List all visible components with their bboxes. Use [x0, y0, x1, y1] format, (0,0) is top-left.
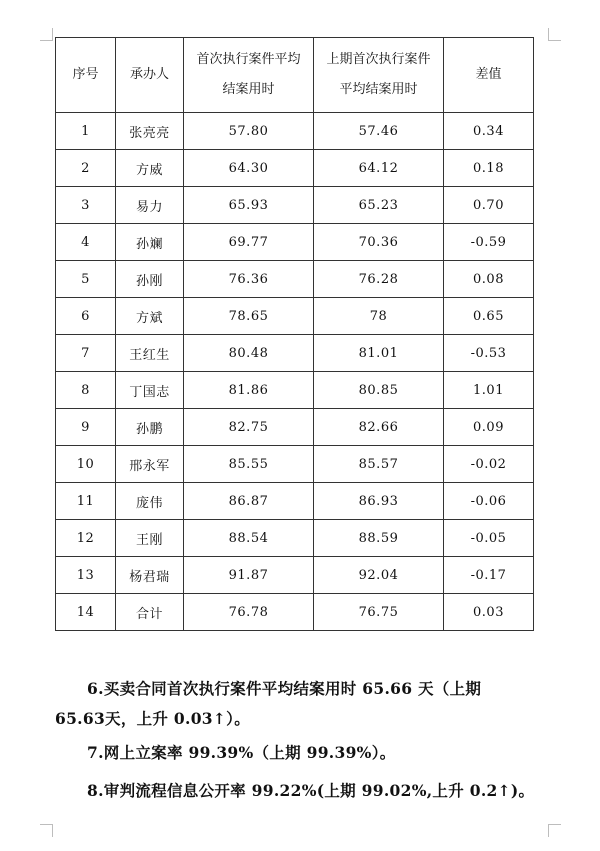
cell-index: 1 — [56, 113, 116, 150]
cell-handler: 合计 — [116, 594, 184, 631]
cell-current: 76.36 — [184, 261, 314, 298]
cell-diff: -0.53 — [444, 335, 534, 372]
cell-handler: 方斌 — [116, 298, 184, 335]
cell-handler: 张亮亮 — [116, 113, 184, 150]
cell-diff: -0.02 — [444, 446, 534, 483]
table-row — [56, 113, 534, 150]
cell-current: 76.78 — [184, 594, 314, 631]
cell-index: 11 — [56, 483, 116, 520]
cell-diff: 0.09 — [444, 409, 534, 446]
cell-handler: 孙斓 — [116, 224, 184, 261]
table-row — [56, 372, 534, 409]
table-row — [56, 150, 534, 187]
cell-diff: -0.05 — [444, 520, 534, 557]
cell-index: 8 — [56, 372, 116, 409]
cell-diff: 0.18 — [444, 150, 534, 187]
cell-diff: 0.65 — [444, 298, 534, 335]
cell-diff: 0.08 — [444, 261, 534, 298]
cell-handler: 丁国志 — [116, 372, 184, 409]
cell-diff: -0.17 — [444, 557, 534, 594]
table-row — [56, 224, 534, 261]
header-previous-avg-days: 上期首次执行案件 平均结案用时 — [314, 38, 444, 113]
table-row — [56, 335, 534, 372]
paragraph-item-8: 8.审判流程信息公开率 99.22%(上期 99.02%,上升 0.2↑)。 — [87, 781, 535, 800]
cell-diff: 0.34 — [444, 113, 534, 150]
cell-index: 10 — [56, 446, 116, 483]
cell-index: 3 — [56, 187, 116, 224]
cell-current: 69.77 — [184, 224, 314, 261]
cell-current: 80.48 — [184, 335, 314, 372]
cell-diff: 0.03 — [444, 594, 534, 631]
cell-current: 78.65 — [184, 298, 314, 335]
cell-current: 65.93 — [184, 187, 314, 224]
header-handler: 承办人 — [116, 38, 184, 113]
cell-handler: 庞伟 — [116, 483, 184, 520]
cell-handler: 方威 — [116, 150, 184, 187]
cell-previous: 88.59 — [314, 520, 444, 557]
cell-previous: 92.04 — [314, 557, 444, 594]
cell-index: 9 — [56, 409, 116, 446]
cell-current: 88.54 — [184, 520, 314, 557]
cell-handler: 易力 — [116, 187, 184, 224]
cell-current: 57.80 — [184, 113, 314, 150]
table-row — [56, 261, 534, 298]
corner-mark-top-right — [548, 28, 561, 41]
cell-previous: 76.75 — [314, 594, 444, 631]
cell-previous: 82.66 — [314, 409, 444, 446]
table-row — [56, 520, 534, 557]
cell-current: 81.86 — [184, 372, 314, 409]
cell-handler: 孙刚 — [116, 261, 184, 298]
cell-current: 82.75 — [184, 409, 314, 446]
execution-time-table — [55, 37, 534, 631]
cell-handler: 王红生 — [116, 335, 184, 372]
table-row — [56, 446, 534, 483]
cell-current: 91.87 — [184, 557, 314, 594]
table-row — [56, 298, 534, 335]
cell-index: 14 — [56, 594, 116, 631]
cell-current: 64.30 — [184, 150, 314, 187]
cell-index: 5 — [56, 261, 116, 298]
cell-diff: -0.59 — [444, 224, 534, 261]
cell-index: 2 — [56, 150, 116, 187]
table-row — [56, 187, 534, 224]
cell-diff: 0.70 — [444, 187, 534, 224]
cell-current: 85.55 — [184, 446, 314, 483]
cell-previous: 78 — [314, 298, 444, 335]
corner-mark-bottom-right — [548, 824, 561, 837]
cell-handler: 杨君瑞 — [116, 557, 184, 594]
cell-index: 12 — [56, 520, 116, 557]
cell-previous: 64.12 — [314, 150, 444, 187]
cell-previous: 65.23 — [314, 187, 444, 224]
cell-previous: 57.46 — [314, 113, 444, 150]
table-row-total — [56, 594, 534, 631]
cell-previous: 80.85 — [314, 372, 444, 409]
cell-handler: 孙鹏 — [116, 409, 184, 446]
corner-mark-top-left — [40, 28, 53, 41]
paragraph-item-6-line2: 65.63天，上升 0.03↑）。 — [55, 709, 251, 728]
cell-diff: -0.06 — [444, 483, 534, 520]
cell-previous: 81.01 — [314, 335, 444, 372]
cell-previous: 85.57 — [314, 446, 444, 483]
cell-previous: 76.28 — [314, 261, 444, 298]
cell-previous: 86.93 — [314, 483, 444, 520]
corner-mark-bottom-left — [40, 824, 53, 837]
table-row — [56, 557, 534, 594]
header-diff: 差值 — [444, 38, 534, 113]
cell-previous: 70.36 — [314, 224, 444, 261]
cell-index: 4 — [56, 224, 116, 261]
header-index: 序号 — [56, 38, 116, 113]
cell-index: 13 — [56, 557, 116, 594]
table-row — [56, 483, 534, 520]
table-row — [56, 409, 534, 446]
table-header-row — [56, 38, 534, 113]
cell-handler: 邢永军 — [116, 446, 184, 483]
cell-handler: 王刚 — [116, 520, 184, 557]
cell-current: 86.87 — [184, 483, 314, 520]
cell-diff: 1.01 — [444, 372, 534, 409]
cell-index: 7 — [56, 335, 116, 372]
cell-index: 6 — [56, 298, 116, 335]
paragraph-item-7: 7.网上立案率 99.39%（上期 99.39%）。 — [87, 743, 396, 762]
paragraph-item-6-line1: 6.买卖合同首次执行案件平均结案用时 65.66 天（上期 — [87, 679, 482, 698]
header-avg-days: 首次执行案件平均 结案用时 — [184, 38, 314, 113]
